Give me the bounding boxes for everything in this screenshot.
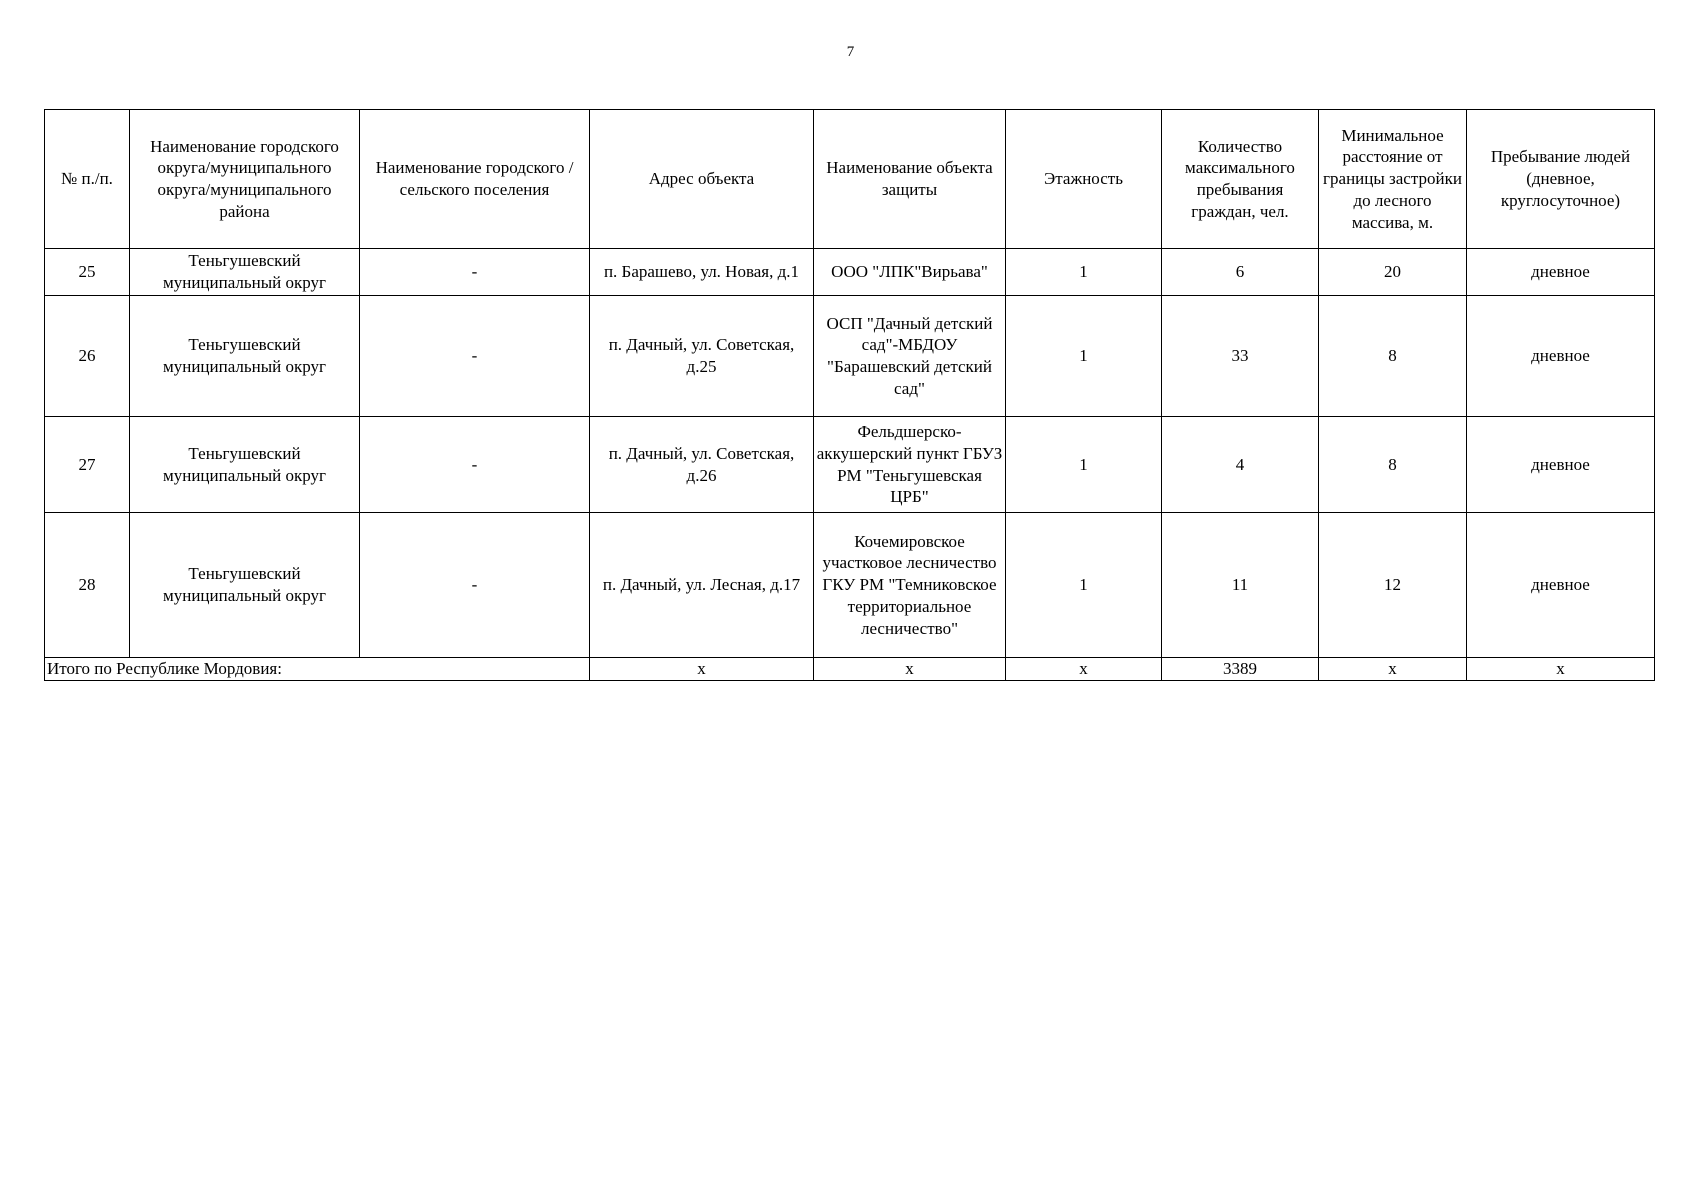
header-cell-floors: Этажность <box>1006 110 1162 249</box>
cell-num: 27 <box>45 417 130 513</box>
table-row <box>45 417 1655 513</box>
cell-address: п. Дачный, ул. Лесная, д.17 <box>590 513 814 658</box>
cell-num: 26 <box>45 296 130 417</box>
total-object: х <box>814 658 1006 681</box>
cell-max-people: 33 <box>1162 296 1319 417</box>
cell-address: п. Дачный, ул. Советская, д.25 <box>590 296 814 417</box>
table-header <box>45 110 1655 249</box>
table-row <box>45 513 1655 658</box>
header-cell-stay: Пребывание людей (дневное, круглосуточное) <box>1467 110 1655 249</box>
cell-stay: дневное <box>1467 296 1655 417</box>
table-body <box>45 249 1655 681</box>
cell-object: Кочемировское участковое лесничество ГКУ РМ "Темниковское территориальное лесничество" <box>814 513 1006 658</box>
cell-object: ОСП "Дачный детский сад"-МБДОУ "Барашевский детский сад" <box>814 296 1006 417</box>
cell-min-distance: 8 <box>1319 296 1467 417</box>
cell-num: 25 <box>45 249 130 296</box>
cell-settlement: - <box>360 417 590 513</box>
cell-stay: дневное <box>1467 249 1655 296</box>
table-row <box>45 296 1655 417</box>
header-cell-min-distance: Минимальное расстояние от границы застройки до лесного массива, м. <box>1319 110 1467 249</box>
cell-floors: 1 <box>1006 417 1162 513</box>
cell-stay: дневное <box>1467 513 1655 658</box>
cell-min-distance: 8 <box>1319 417 1467 513</box>
cell-max-people: 6 <box>1162 249 1319 296</box>
cell-min-distance: 12 <box>1319 513 1467 658</box>
total-floors: х <box>1006 658 1162 681</box>
header-cell-district: Наименование городского округа/муниципального округа/муниципального района <box>130 110 360 249</box>
cell-district: Теньгушевский муниципальный округ <box>130 296 360 417</box>
cell-num: 28 <box>45 513 130 658</box>
cell-stay: дневное <box>1467 417 1655 513</box>
total-row <box>45 658 1655 681</box>
objects-table <box>44 109 1655 681</box>
cell-settlement: - <box>360 296 590 417</box>
cell-max-people: 11 <box>1162 513 1319 658</box>
cell-district: Теньгушевский муниципальный округ <box>130 249 360 296</box>
header-cell-object: Наименование объекта защиты <box>814 110 1006 249</box>
header-cell-num: № п./п. <box>45 110 130 249</box>
cell-settlement: - <box>360 249 590 296</box>
cell-settlement: - <box>360 513 590 658</box>
header-cell-settlement: Наименование городского / сельского поселения <box>360 110 590 249</box>
cell-address: п. Барашево, ул. Новая, д.1 <box>590 249 814 296</box>
total-address: х <box>590 658 814 681</box>
total-stay: х <box>1467 658 1655 681</box>
cell-floors: 1 <box>1006 296 1162 417</box>
cell-object: ООО "ЛПК"Вирьава" <box>814 249 1006 296</box>
total-min-distance: х <box>1319 658 1467 681</box>
cell-district: Теньгушевский муниципальный округ <box>130 417 360 513</box>
page-number: 7 <box>846 44 855 60</box>
cell-object: Фельдшерско-аккушерский пункт ГБУЗ РМ "Теньгушевская ЦРБ" <box>814 417 1006 513</box>
cell-floors: 1 <box>1006 249 1162 296</box>
header-row <box>45 110 1655 249</box>
header-cell-max-people: Количество максимального пребывания граждан, чел. <box>1162 110 1319 249</box>
table-row <box>45 249 1655 296</box>
cell-floors: 1 <box>1006 513 1162 658</box>
total-max-people: 3389 <box>1162 658 1319 681</box>
cell-district: Теньгушевский муниципальный округ <box>130 513 360 658</box>
header-cell-address: Адрес объекта <box>590 110 814 249</box>
cell-min-distance: 20 <box>1319 249 1467 296</box>
cell-address: п. Дачный, ул. Советская, д.26 <box>590 417 814 513</box>
total-label: Итого по Республике Мордовия: <box>45 658 590 681</box>
cell-max-people: 4 <box>1162 417 1319 513</box>
